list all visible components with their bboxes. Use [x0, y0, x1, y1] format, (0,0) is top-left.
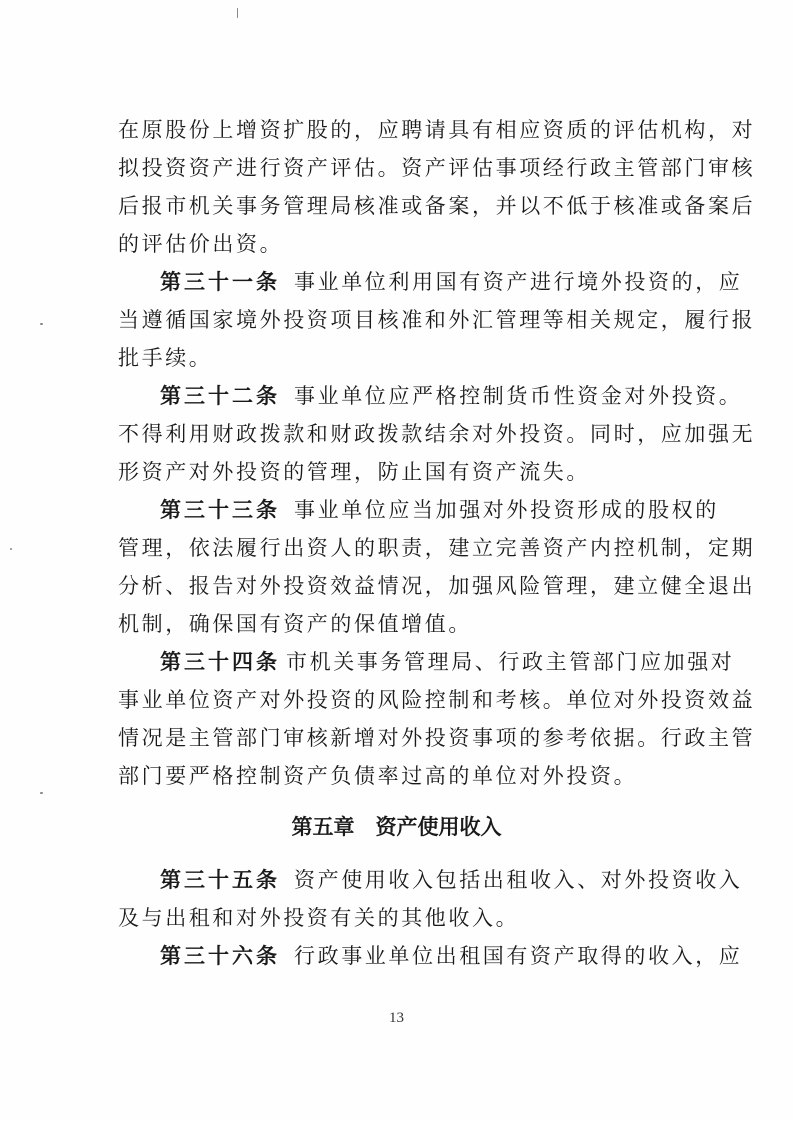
article-number: 第三十五条 [160, 867, 280, 892]
article-text: 事业单位利用国有资产进行境外投资的，应 [294, 270, 743, 294]
paragraph-line: 形资产对外投资的管理，防止国有资产流失。 [118, 460, 590, 484]
article-36-first-line [160, 937, 743, 975]
article-34-first-line [160, 643, 735, 681]
paragraph-line: 事业单位资产对外投资的风险控制和考核。单位对外投资效益 [118, 688, 756, 712]
scan-mark [40, 792, 43, 794]
article-text: 事业单位应严格控制货币性资金对外投资。 [294, 384, 743, 408]
article-33-first-line [160, 491, 719, 529]
paragraph-line: 管理，依法履行出资人的职责，建立完善资产内控机制，定期 [118, 536, 756, 560]
page-number: 13 [389, 1010, 404, 1026]
article-text: 事业单位应当加强对外投资形成的股权的 [294, 498, 719, 522]
paragraph-line: 不得利用财政拨款和财政拨款结余对外投资。同时，应加强无 [118, 422, 756, 446]
paragraph-line: 拟投资资产进行资产评估。资产评估事项经行政主管部门审核 [118, 156, 756, 180]
paragraph-line: 批手续。 [118, 346, 213, 370]
article-32-first-line [160, 377, 743, 415]
chapter-heading: 第五章 资产使用收入 [291, 815, 502, 839]
paragraph-line: 的评估价出资。 [118, 232, 284, 256]
article-text: 行政事业单位出租国有资产取得的收入，应 [294, 944, 743, 968]
article-text: 市机关事务管理局、行政主管部门应加强对 [286, 650, 735, 674]
article-31-first-line [160, 263, 743, 301]
article-35-first-line [160, 861, 743, 899]
paragraph-line: 情况是主管部门审核新增对外投资事项的参考依据。行政主管 [118, 726, 756, 750]
paragraph-line: 机制，确保国有资产的保值增值。 [118, 612, 472, 636]
scan-mark [10, 548, 12, 550]
scan-mark [237, 8, 238, 18]
paragraph-line: 当遵循国家境外投资项目核准和外汇管理等相关规定，履行报 [118, 308, 756, 332]
article-text: 资产使用收入包括出租收入、对外投资收入 [294, 868, 743, 892]
scan-mark [40, 323, 43, 325]
paragraph-line: 分析、报告对外投资效益情况，加强风险管理，建立健全退出 [118, 574, 756, 598]
paragraph-line: 在原股份上增资扩股的，应聘请具有相应资质的评估机构，对 [118, 118, 756, 142]
article-number: 第三十四条 [160, 649, 280, 674]
article-number: 第三十二条 [160, 383, 280, 408]
paragraph-line: 及与出租和对外投资有关的其他收入。 [118, 906, 520, 930]
article-number: 第三十一条 [160, 269, 280, 294]
article-number: 第三十六条 [160, 943, 280, 968]
paragraph-line: 后报市机关事务管理局核准或备案，并以不低于核准或备案后 [118, 194, 756, 218]
paragraph-line: 部门要严格控制资产负债率过高的单位对外投资。 [118, 764, 638, 788]
article-number: 第三十三条 [160, 497, 280, 522]
